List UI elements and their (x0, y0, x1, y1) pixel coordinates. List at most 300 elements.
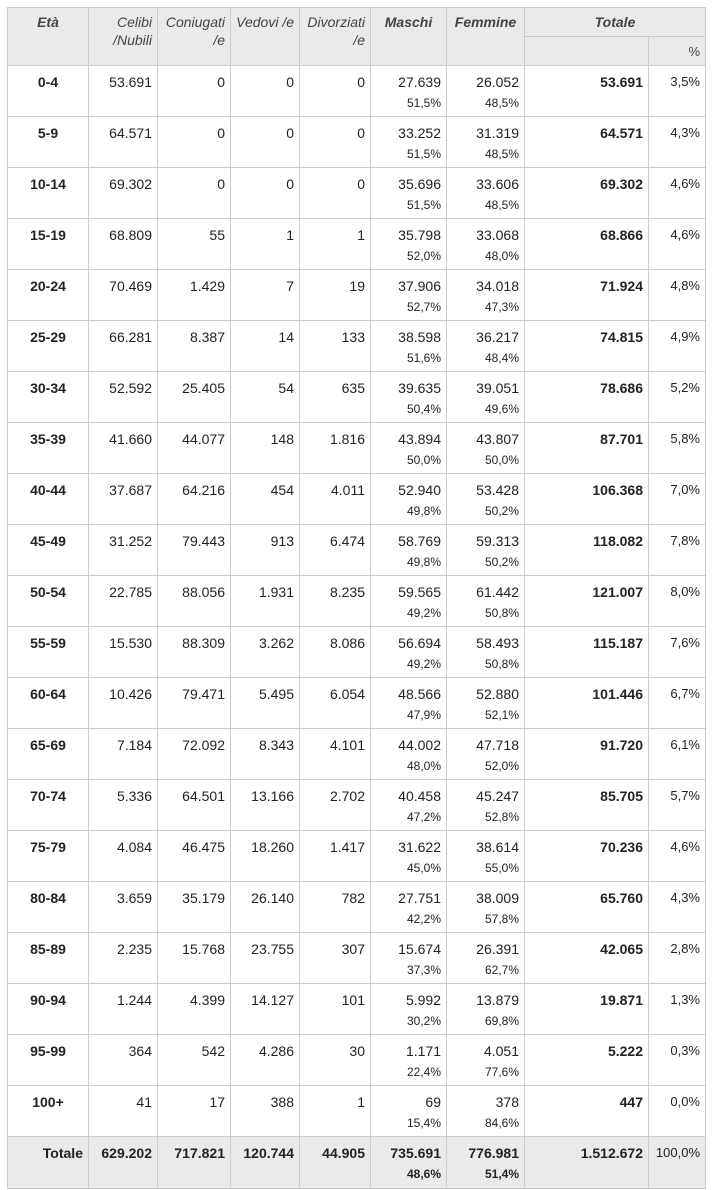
cell-eta: 70-74 (8, 780, 89, 831)
cell-coniugati: 44.077 (158, 423, 231, 474)
cell-pct: 0,3% (649, 1035, 706, 1086)
cell-pct: 7,6% (649, 627, 706, 678)
cell-eta: 80-84 (8, 882, 89, 933)
cell-vedovi: 54 (231, 372, 300, 423)
value-femmine: 52.880 (476, 686, 519, 702)
cell-celibi: 41.660 (89, 423, 158, 474)
table-body (8, 66, 706, 1189)
population-table (7, 7, 706, 1189)
header-divorziati: Divorziati /e (300, 8, 371, 66)
cell-vedovi: 388 (231, 1086, 300, 1137)
pct-maschi: 37,3% (406, 963, 441, 977)
cell-femmine (447, 423, 525, 474)
value-maschi: 1.171 (405, 1043, 441, 1059)
cell-divorziati: 8.235 (300, 576, 371, 627)
cell-totale: 121.007 (525, 576, 649, 627)
pct-femmine: 48,0% (484, 249, 519, 263)
table-row (8, 1086, 706, 1137)
cell-celibi: 7.184 (89, 729, 158, 780)
cell-divorziati: 1.417 (300, 831, 371, 882)
value-femmine: 58.493 (476, 635, 519, 651)
cell-celibi: 629.202 (89, 1137, 158, 1189)
cell-totale: 64.571 (525, 117, 649, 168)
pct-femmine: 50,2% (484, 555, 519, 569)
cell-femmine (447, 525, 525, 576)
cell-maschi (371, 933, 447, 984)
table-row (8, 831, 706, 882)
cell-maschi (371, 1035, 447, 1086)
value-maschi: 58.769 (398, 533, 441, 549)
cell-coniugati: 72.092 (158, 729, 231, 780)
cell-divorziati: 4.101 (300, 729, 371, 780)
cell-femmine (447, 474, 525, 525)
cell-divorziati: 6.474 (300, 525, 371, 576)
cell-pct: 4,3% (649, 882, 706, 933)
cell-coniugati: 15.768 (158, 933, 231, 984)
cell-pct: 2,8% (649, 933, 706, 984)
cell-femmine (447, 831, 525, 882)
cell-eta: 25-29 (8, 321, 89, 372)
cell-coniugati: 4.399 (158, 984, 231, 1035)
value-femmine: 33.068 (476, 227, 519, 243)
cell-divorziati: 101 (300, 984, 371, 1035)
cell-femmine (447, 66, 525, 117)
cell-totale: 85.705 (525, 780, 649, 831)
cell-maschi (371, 321, 447, 372)
cell-eta: 55-59 (8, 627, 89, 678)
cell-pct: 4,6% (649, 219, 706, 270)
value-maschi: 43.894 (398, 431, 441, 447)
pct-maschi: 42,2% (406, 912, 441, 926)
value-femmine: 33.606 (476, 176, 519, 192)
cell-coniugati: 79.443 (158, 525, 231, 576)
value-maschi: 27.639 (398, 74, 441, 90)
cell-pct: 8,0% (649, 576, 706, 627)
cell-eta: 35-39 (8, 423, 89, 474)
pct-maschi: 49,8% (406, 504, 441, 518)
cell-coniugati: 0 (158, 66, 231, 117)
pct-maschi: 22,4% (406, 1065, 441, 1079)
cell-pct: 6,7% (649, 678, 706, 729)
cell-coniugati: 8.387 (158, 321, 231, 372)
cell-celibi: 66.281 (89, 321, 158, 372)
pct-maschi: 15,4% (406, 1116, 441, 1130)
cell-vedovi: 14.127 (231, 984, 300, 1035)
cell-vedovi: 0 (231, 117, 300, 168)
cell-celibi: 70.469 (89, 270, 158, 321)
cell-maschi (371, 270, 447, 321)
cell-pct: 100,0% (649, 1137, 706, 1189)
pct-maschi: 49,2% (406, 606, 441, 620)
cell-divorziati: 0 (300, 168, 371, 219)
pct-femmine: 50,2% (484, 504, 519, 518)
cell-divorziati: 0 (300, 117, 371, 168)
value-maschi: 38.598 (398, 329, 441, 345)
cell-femmine (447, 321, 525, 372)
value-maschi: 27.751 (398, 890, 441, 906)
cell-totale: 69.302 (525, 168, 649, 219)
value-maschi: 5.992 (405, 992, 441, 1008)
cell-maschi (371, 882, 447, 933)
header-coniugati: Coniugati /e (158, 8, 231, 66)
value-maschi: 31.622 (398, 839, 441, 855)
table-row (8, 168, 706, 219)
cell-maschi (371, 474, 447, 525)
cell-femmine (447, 1086, 525, 1137)
cell-eta: 0-4 (8, 66, 89, 117)
cell-celibi: 53.691 (89, 66, 158, 117)
cell-coniugati: 717.821 (158, 1137, 231, 1189)
cell-maschi (371, 1137, 447, 1189)
cell-eta: 75-79 (8, 831, 89, 882)
cell-celibi: 2.235 (89, 933, 158, 984)
cell-eta: 15-19 (8, 219, 89, 270)
cell-vedovi: 23.755 (231, 933, 300, 984)
cell-celibi: 3.659 (89, 882, 158, 933)
cell-totale: 42.065 (525, 933, 649, 984)
cell-vedovi: 14 (231, 321, 300, 372)
table-row (8, 780, 706, 831)
cell-femmine (447, 729, 525, 780)
cell-totale: 68.866 (525, 219, 649, 270)
value-femmine: 378 (495, 1094, 519, 1110)
cell-vedovi: 0 (231, 66, 300, 117)
cell-totale: 101.446 (525, 678, 649, 729)
cell-celibi: 41 (89, 1086, 158, 1137)
cell-femmine (447, 1137, 525, 1189)
cell-totale: 91.720 (525, 729, 649, 780)
cell-divorziati: 19 (300, 270, 371, 321)
value-maschi: 33.252 (398, 125, 441, 141)
cell-eta: 90-94 (8, 984, 89, 1035)
value-femmine: 38.614 (476, 839, 519, 855)
pct-maschi: 47,2% (406, 810, 441, 824)
pct-maschi: 51,5% (406, 96, 441, 110)
cell-pct: 0,0% (649, 1086, 706, 1137)
cell-vedovi: 454 (231, 474, 300, 525)
cell-celibi: 5.336 (89, 780, 158, 831)
pct-femmine: 84,6% (484, 1116, 519, 1130)
header-celibi: Celibi /Nubili (89, 8, 158, 66)
table-row (8, 219, 706, 270)
pct-femmine: 52,0% (484, 759, 519, 773)
pct-maschi: 50,4% (406, 402, 441, 416)
cell-vedovi: 7 (231, 270, 300, 321)
cell-eta: 45-49 (8, 525, 89, 576)
value-maschi: 52.940 (398, 482, 441, 498)
cell-divorziati: 30 (300, 1035, 371, 1086)
cell-eta: 40-44 (8, 474, 89, 525)
cell-pct: 1,3% (649, 984, 706, 1035)
pct-femmine: 50,8% (484, 606, 519, 620)
cell-celibi: 31.252 (89, 525, 158, 576)
cell-pct: 7,0% (649, 474, 706, 525)
header-totale-blank (525, 37, 649, 66)
cell-vedovi: 1 (231, 219, 300, 270)
header-totale: Totale (525, 8, 706, 37)
value-maschi: 48.566 (398, 686, 441, 702)
pct-femmine: 50,0% (484, 453, 519, 467)
cell-vedovi: 0 (231, 168, 300, 219)
value-maschi: 44.002 (398, 737, 441, 753)
cell-coniugati: 79.471 (158, 678, 231, 729)
table-row (8, 117, 706, 168)
value-maschi: 40.458 (398, 788, 441, 804)
cell-vedovi: 4.286 (231, 1035, 300, 1086)
cell-femmine (447, 1035, 525, 1086)
cell-divorziati: 6.054 (300, 678, 371, 729)
pct-maschi: 45,0% (406, 861, 441, 875)
cell-maschi (371, 423, 447, 474)
cell-maschi (371, 525, 447, 576)
pct-maschi: 51,5% (406, 198, 441, 212)
table-row (8, 627, 706, 678)
cell-eta: 30-34 (8, 372, 89, 423)
cell-divorziati: 1 (300, 1086, 371, 1137)
cell-femmine (447, 933, 525, 984)
cell-coniugati: 55 (158, 219, 231, 270)
value-femmine: 45.247 (476, 788, 519, 804)
value-maschi: 69 (425, 1094, 441, 1110)
cell-vedovi: 120.744 (231, 1137, 300, 1189)
value-femmine: 38.009 (476, 890, 519, 906)
cell-coniugati: 64.216 (158, 474, 231, 525)
table-row (8, 984, 706, 1035)
table-row (8, 66, 706, 117)
cell-divorziati: 4.011 (300, 474, 371, 525)
pct-maschi: 48,0% (406, 759, 441, 773)
cell-divorziati: 635 (300, 372, 371, 423)
cell-maschi (371, 66, 447, 117)
cell-vedovi: 18.260 (231, 831, 300, 882)
pct-maschi: 30,2% (406, 1014, 441, 1028)
cell-femmine (447, 678, 525, 729)
cell-totale: 118.082 (525, 525, 649, 576)
pct-femmine: 69,8% (484, 1014, 519, 1028)
table-row (8, 1035, 706, 1086)
cell-vedovi: 913 (231, 525, 300, 576)
cell-eta: 65-69 (8, 729, 89, 780)
cell-maschi (371, 627, 447, 678)
cell-celibi: 69.302 (89, 168, 158, 219)
cell-eta: 5-9 (8, 117, 89, 168)
header-maschi: Maschi (371, 8, 447, 66)
cell-vedovi: 8.343 (231, 729, 300, 780)
cell-pct: 4,9% (649, 321, 706, 372)
value-maschi: 37.906 (398, 278, 441, 294)
cell-celibi: 1.244 (89, 984, 158, 1035)
cell-maschi (371, 576, 447, 627)
value-maschi: 735.691 (390, 1145, 441, 1161)
cell-coniugati: 88.056 (158, 576, 231, 627)
cell-coniugati: 1.429 (158, 270, 231, 321)
cell-eta: 50-54 (8, 576, 89, 627)
cell-maschi (371, 168, 447, 219)
pct-femmine: 48,5% (484, 147, 519, 161)
cell-divorziati: 1 (300, 219, 371, 270)
cell-celibi: 4.084 (89, 831, 158, 882)
pct-femmine: 48,5% (484, 198, 519, 212)
pct-maschi: 49,2% (406, 657, 441, 671)
cell-celibi: 37.687 (89, 474, 158, 525)
value-maschi: 56.694 (398, 635, 441, 651)
value-femmine: 47.718 (476, 737, 519, 753)
pct-femmine: 50,8% (484, 657, 519, 671)
cell-totale: 71.924 (525, 270, 649, 321)
cell-vedovi: 26.140 (231, 882, 300, 933)
cell-coniugati: 17 (158, 1086, 231, 1137)
pct-femmine: 57,8% (484, 912, 519, 926)
cell-totale: 1.512.672 (525, 1137, 649, 1189)
table-row (8, 678, 706, 729)
cell-coniugati: 64.501 (158, 780, 231, 831)
cell-celibi: 15.530 (89, 627, 158, 678)
cell-pct: 4,6% (649, 831, 706, 882)
cell-maschi (371, 219, 447, 270)
pct-femmine: 49,6% (484, 402, 519, 416)
cell-pct: 5,2% (649, 372, 706, 423)
cell-maschi (371, 117, 447, 168)
cell-totale: 78.686 (525, 372, 649, 423)
value-femmine: 4.051 (483, 1043, 519, 1059)
value-femmine: 31.319 (476, 125, 519, 141)
cell-pct: 4,6% (649, 168, 706, 219)
cell-coniugati: 46.475 (158, 831, 231, 882)
table-row (8, 270, 706, 321)
pct-maschi: 52,7% (406, 300, 441, 314)
cell-maschi (371, 780, 447, 831)
cell-celibi: 68.809 (89, 219, 158, 270)
cell-maschi (371, 1086, 447, 1137)
table-row (8, 933, 706, 984)
cell-eta: 100+ (8, 1086, 89, 1137)
value-femmine: 34.018 (476, 278, 519, 294)
table-row (8, 576, 706, 627)
value-femmine: 59.313 (476, 533, 519, 549)
value-femmine: 13.879 (476, 992, 519, 1008)
cell-totale: 65.760 (525, 882, 649, 933)
value-femmine: 26.391 (476, 941, 519, 957)
table-row (8, 474, 706, 525)
cell-eta: 95-99 (8, 1035, 89, 1086)
value-femmine: 26.052 (476, 74, 519, 90)
cell-celibi: 364 (89, 1035, 158, 1086)
table-row (8, 423, 706, 474)
value-maschi: 15.674 (398, 941, 441, 957)
cell-celibi: 52.592 (89, 372, 158, 423)
value-femmine: 53.428 (476, 482, 519, 498)
table-row (8, 729, 706, 780)
cell-eta: 10-14 (8, 168, 89, 219)
pct-femmine: 77,6% (484, 1065, 519, 1079)
header-femmine: Femmine (447, 8, 525, 66)
header-vedovi: Vedovi /e (231, 8, 300, 66)
cell-coniugati: 0 (158, 117, 231, 168)
value-maschi: 35.798 (398, 227, 441, 243)
cell-vedovi: 13.166 (231, 780, 300, 831)
value-maschi: 59.565 (398, 584, 441, 600)
pct-femmine: 62,7% (484, 963, 519, 977)
value-femmine: 43.807 (476, 431, 519, 447)
cell-femmine (447, 984, 525, 1035)
pct-femmine: 52,8% (484, 810, 519, 824)
value-femmine: 39.051 (476, 380, 519, 396)
cell-pct: 4,3% (649, 117, 706, 168)
value-femmine: 776.981 (468, 1145, 519, 1161)
cell-celibi: 10.426 (89, 678, 158, 729)
cell-maschi (371, 984, 447, 1035)
cell-pct: 4,8% (649, 270, 706, 321)
cell-eta: 20-24 (8, 270, 89, 321)
cell-totale: 447 (525, 1086, 649, 1137)
table-row (8, 882, 706, 933)
cell-femmine (447, 219, 525, 270)
value-femmine: 36.217 (476, 329, 519, 345)
cell-femmine (447, 270, 525, 321)
cell-maschi (371, 729, 447, 780)
pct-maschi: 47,9% (406, 708, 441, 722)
cell-coniugati: 88.309 (158, 627, 231, 678)
cell-eta: 85-89 (8, 933, 89, 984)
header-eta: Età (8, 8, 89, 66)
cell-divorziati: 1.816 (300, 423, 371, 474)
cell-femmine (447, 117, 525, 168)
cell-pct: 3,5% (649, 66, 706, 117)
cell-maschi (371, 372, 447, 423)
cell-pct: 7,8% (649, 525, 706, 576)
pct-maschi: 51,6% (406, 351, 441, 365)
pct-maschi: 50,0% (406, 453, 441, 467)
cell-totale: 115.187 (525, 627, 649, 678)
cell-coniugati: 25.405 (158, 372, 231, 423)
cell-maschi (371, 831, 447, 882)
cell-totale: 106.368 (525, 474, 649, 525)
pct-maschi: 48,6% (406, 1167, 441, 1181)
header-pct: % (649, 37, 706, 66)
pct-femmine: 51,4% (484, 1167, 519, 1181)
cell-femmine (447, 576, 525, 627)
cell-totale: 5.222 (525, 1035, 649, 1086)
cell-celibi: 22.785 (89, 576, 158, 627)
cell-pct: 5,7% (649, 780, 706, 831)
pct-femmine: 47,3% (484, 300, 519, 314)
cell-celibi: 64.571 (89, 117, 158, 168)
cell-totale: 74.815 (525, 321, 649, 372)
cell-coniugati: 35.179 (158, 882, 231, 933)
pct-femmine: 48,5% (484, 96, 519, 110)
pct-maschi: 51,5% (406, 147, 441, 161)
cell-vedovi: 1.931 (231, 576, 300, 627)
cell-divorziati: 44.905 (300, 1137, 371, 1189)
cell-femmine (447, 627, 525, 678)
cell-femmine (447, 168, 525, 219)
cell-coniugati: 542 (158, 1035, 231, 1086)
pct-maschi: 49,8% (406, 555, 441, 569)
cell-pct: 6,1% (649, 729, 706, 780)
value-maschi: 39.635 (398, 380, 441, 396)
cell-divorziati: 2.702 (300, 780, 371, 831)
cell-eta: 60-64 (8, 678, 89, 729)
cell-divorziati: 133 (300, 321, 371, 372)
cell-divorziati: 307 (300, 933, 371, 984)
cell-femmine (447, 882, 525, 933)
cell-maschi (371, 678, 447, 729)
cell-divorziati: 8.086 (300, 627, 371, 678)
cell-eta: Totale (8, 1137, 89, 1189)
cell-totale: 70.236 (525, 831, 649, 882)
value-femmine: 61.442 (476, 584, 519, 600)
table-row (8, 525, 706, 576)
